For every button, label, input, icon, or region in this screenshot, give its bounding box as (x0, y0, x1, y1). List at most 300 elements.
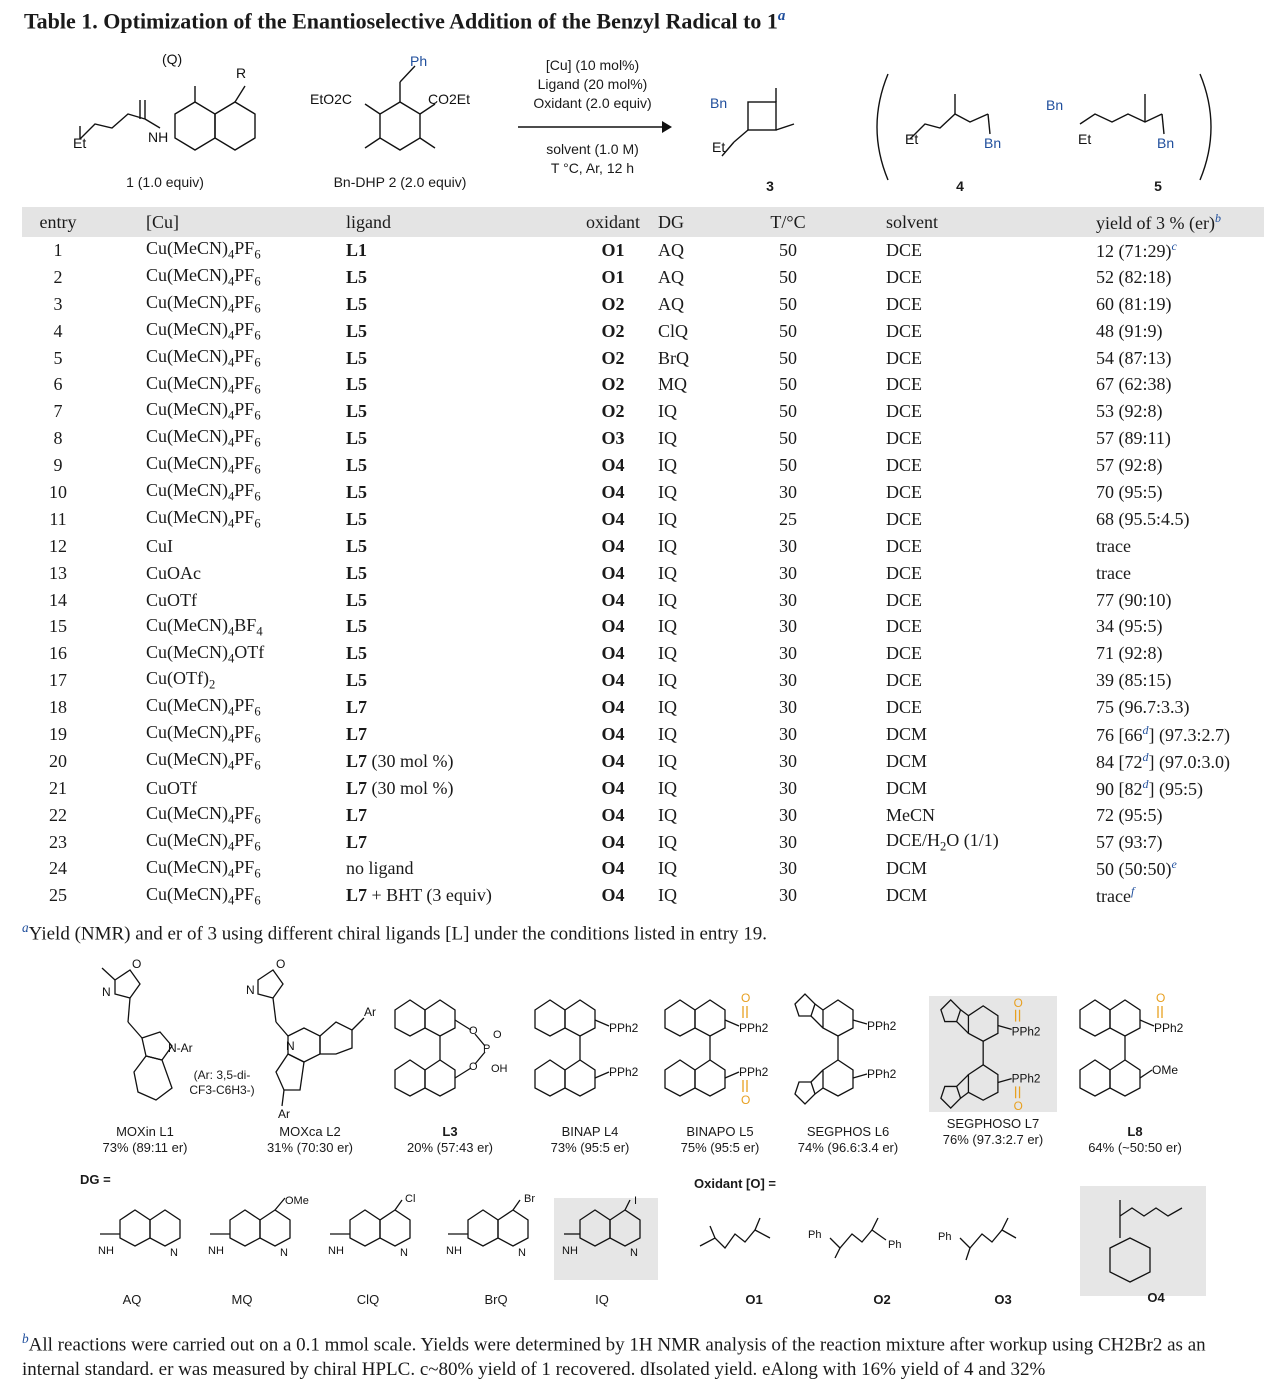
dg-aq-structure (100, 1210, 180, 1246)
cell-oxidant: O4 (601, 750, 625, 771)
cell-solvent: DCE (886, 643, 922, 664)
cell-temperature: 30 (779, 562, 797, 583)
cell-dg: IQ (658, 643, 677, 664)
oxidant-label-o1: O1 (745, 1292, 763, 1307)
cell-cu: $Cu(MeCN)_4PF_6$ (146, 318, 261, 343)
cell-dg: IQ (658, 777, 677, 798)
svg-text:N: N (518, 1247, 526, 1259)
substrate-nh-label: NH (148, 129, 169, 145)
ligand-l8 (1070, 990, 1200, 1156)
cell-solvent: DCE (886, 455, 922, 476)
substrate-q-label: (Q) (162, 51, 183, 67)
svg-text:N: N (170, 1247, 178, 1259)
svg-text:I: I (634, 1195, 638, 1207)
cell-ligand: L5 (346, 670, 368, 691)
cell-ligand: L7 (346, 831, 368, 852)
cell-oxidant: O1 (601, 266, 625, 287)
table-row (22, 533, 1264, 560)
cell-ligand: L5 (346, 374, 368, 395)
cell-solvent: MeCN (886, 804, 935, 825)
cell-oxidant: O2 (601, 401, 625, 422)
cell-cu: $Cu(MeCN)_4PF_6$ (146, 883, 261, 908)
ligand-l7-pph2-1: PPh2 (1011, 1025, 1041, 1039)
reagent-ph-label: Ph (410, 53, 428, 69)
ligand-l3-result: 20% (57:43 er) (407, 1140, 493, 1155)
ligand-l4-result: 73% (95:5 er) (550, 1140, 630, 1155)
cell-yield: 90 [82$^d$] (95:5) (1096, 776, 1203, 799)
cell-dg: IQ (658, 535, 677, 556)
cell-ligand: L5 (346, 562, 368, 583)
ligand-ar-note: (Ar: 3,5-di-CF3-C6H3-) (189, 1068, 255, 1097)
header-yield (1096, 207, 1264, 237)
cell-ligand: L5 (346, 643, 368, 664)
substrate-r-label: R (236, 65, 247, 81)
cell-entry: 21 (49, 777, 67, 798)
cell-dg: IQ (658, 723, 677, 744)
ligand-l5-structure (655, 990, 785, 1120)
cell-solvent: DCE (886, 320, 922, 341)
ligand-l7-pph2-2: PPh2 (1011, 1072, 1041, 1086)
ligand-l8-name: L8 (1127, 1124, 1143, 1139)
ligand-l1 (70, 950, 220, 1156)
svg-text:NH: NH (562, 1245, 578, 1257)
cell-cu: $Cu(MeCN)_4PF_6$ (146, 238, 261, 262)
table-row (22, 371, 1264, 398)
cell-cu: $Cu(MeCN)_4PF_6$ (146, 507, 261, 531)
ligand-l7-name: SEGPHOSO L7 (946, 1116, 1040, 1131)
svg-text:Ph: Ph (808, 1229, 822, 1241)
cell-yield: 34 (95:5) (1096, 616, 1163, 637)
cell-ligand: no ligand (346, 858, 414, 879)
product-5-label: 5 (1154, 178, 1162, 194)
cell-solvent: DCE (886, 616, 922, 637)
dg-iq-highlight (554, 1198, 658, 1280)
cell-solvent: DCE (886, 293, 922, 314)
cell-dg: BrQ (658, 347, 689, 368)
footnote-b-text: All reactions were carried out on a 0.1 mmol scale. Yields were determined by 1H NMR analysis of the reaction mixture after workup using CH2Br2 as an internal standard. er was measured by chiral HPLC. c~80% yield of 1 recovered. dIsolated yield. eAlong with 16% yield of 4 and 32% (22, 1334, 1206, 1381)
dg-structures (80, 1190, 660, 1280)
svg-text:O: O (741, 991, 751, 1005)
cell-ligand: L5 (346, 401, 368, 422)
ligand-l4-name: BINAP L4 (561, 1124, 619, 1139)
cell-oxidant: O4 (601, 455, 625, 476)
cell-cu: CuOTf (146, 777, 197, 798)
cell-oxidant: O4 (601, 697, 625, 718)
cell-entry: 10 (49, 481, 67, 502)
condition-solvent: solvent (1.0 M) (546, 141, 639, 157)
cell-entry: 17 (49, 670, 67, 691)
cell-entry: 24 (49, 858, 67, 879)
header-yield-text: yield of 3 % (er) (1096, 212, 1215, 233)
cell-ligand: L5 (346, 266, 368, 287)
cell-yield: 48 (91:9) (1096, 320, 1163, 341)
cell-temperature: 50 (779, 428, 797, 449)
cell-oxidant: O4 (601, 535, 625, 556)
ligand-l7 (928, 996, 1058, 1148)
svg-text:O: O (132, 957, 142, 971)
cell-temperature: 30 (779, 535, 797, 556)
cell-cu: $Cu(OTf)_2$ (146, 668, 216, 692)
dg-mq-structure (210, 1198, 290, 1246)
cell-yield: 68 (95.5:4.5) (1096, 508, 1190, 529)
cell-oxidant: O2 (601, 374, 625, 395)
cell-cu: $Cu(MeCN)_4BF_4$ (146, 614, 263, 639)
cell-solvent: DCM (886, 885, 928, 906)
cell-solvent: DCE/$H_2O$ (1/1) (886, 829, 999, 854)
cell-cu: $Cu(MeCN)_4PF_6$ (146, 345, 261, 370)
cell-entry: 6 (53, 374, 63, 395)
cell-entry: 23 (49, 831, 67, 852)
svg-text:O: O (493, 1029, 502, 1041)
table-row (22, 855, 1264, 882)
cell-ligand: L5 (346, 320, 368, 341)
table-body (22, 237, 1264, 909)
condition-cu: [Cu] (10 mol%) (545, 57, 640, 73)
substrate-et-label: Et (73, 135, 87, 151)
cell-temperature: 30 (779, 697, 797, 718)
cell-yield: 12 (71:29)$^c$ (1096, 238, 1177, 261)
cell-temperature: 30 (779, 670, 797, 691)
ligand-l2-structure (240, 950, 380, 1120)
cell-dg: IQ (658, 885, 677, 906)
cell-solvent: DCM (886, 750, 928, 771)
cell-dg: IQ (658, 455, 677, 476)
cell-ligand: L5 (346, 293, 368, 314)
cell-yield: 71 (92:8) (1096, 643, 1163, 664)
cell-cu: $Cu(MeCN)_4PF_6$ (146, 265, 261, 289)
cell-cu: $Cu(MeCN)_4PF_6$ (146, 426, 261, 450)
ligand-l8-pph2: PPh2 (1154, 1021, 1184, 1035)
oxidant-o3-structure (960, 1218, 1016, 1260)
cell-yield: trace$^f$ (1096, 884, 1135, 907)
svg-text:NH: NH (98, 1245, 114, 1257)
ligand-panel (0, 950, 1280, 1307)
cell-ligand: L5 (346, 535, 368, 556)
cell-dg: AQ (658, 266, 684, 287)
reagent-label: Bn-DHP 2 (2.0 equiv) (333, 174, 467, 190)
table-row (22, 802, 1264, 829)
cell-dg: IQ (658, 481, 677, 502)
svg-text:O: O (741, 1093, 751, 1107)
ligand-l8-structure (1070, 990, 1200, 1120)
cell-yield: 75 (96.7:3.3) (1096, 697, 1190, 718)
cell-ligand: L5 (346, 589, 368, 610)
cell-yield: 76 [66$^d$] (97.3:2.7) (1096, 722, 1230, 745)
cell-solvent: DCE (886, 697, 922, 718)
oxidant-heading: Oxidant [O] = (694, 1176, 776, 1191)
oxidant-o2-structure (830, 1218, 886, 1258)
cell-yield: 57 (89:11) (1096, 428, 1171, 449)
svg-text:Ph: Ph (888, 1239, 902, 1251)
cell-yield: 72 (95:5) (1096, 804, 1163, 825)
svg-text:N: N (246, 983, 255, 997)
cell-yield: 54 (87:13) (1096, 347, 1172, 368)
dg-heading: DG = (80, 1172, 111, 1187)
reagent-ester2-label: CO2Et (428, 91, 471, 107)
table-row (22, 694, 1264, 721)
cell-ligand: L7 + BHT (3 equiv) (346, 885, 492, 906)
cell-temperature: 25 (779, 508, 797, 529)
footnote-a: $^a$Yield (NMR) and er of 3 using different chiral ligands [L] under the conditions listed in entry 19. (22, 920, 768, 945)
cell-oxidant: O3 (601, 428, 625, 449)
cell-ligand: L5 (346, 455, 368, 476)
cell-dg: IQ (658, 670, 677, 691)
ligand-l3-structure (385, 990, 515, 1120)
table-row (22, 452, 1264, 479)
cell-dg: IQ (658, 508, 677, 529)
cell-oxidant: O4 (601, 481, 625, 502)
dg-label-mq: MQ (231, 1292, 253, 1307)
ligand-l2-result: 31% (70:30 er) (267, 1140, 353, 1155)
ligand-l4-pph2-2: PPh2 (609, 1065, 639, 1079)
cell-ligand: L1 (346, 239, 368, 260)
cell-entry: 19 (49, 723, 67, 744)
product-3-label: 3 (766, 178, 774, 194)
cell-yield: trace (1096, 562, 1131, 583)
cell-dg: IQ (658, 589, 677, 610)
table-row (22, 667, 1264, 694)
cell-entry: 13 (49, 562, 67, 583)
cell-oxidant: O4 (601, 777, 625, 798)
cell-solvent: DCM (886, 858, 928, 879)
table-row (22, 425, 1264, 452)
table-row (22, 479, 1264, 506)
svg-text:O: O (1013, 996, 1023, 1010)
cell-solvent: DCE (886, 508, 922, 529)
cell-cu: CuOAc (146, 562, 201, 583)
svg-text:Cl: Cl (405, 1193, 416, 1205)
cell-cu: $Cu(MeCN)_4PF_6$ (146, 480, 261, 504)
cell-entry: 2 (53, 266, 63, 287)
ligand-l4 (525, 990, 655, 1156)
cell-entry: 25 (49, 885, 67, 906)
cell-yield: 53 (92:8) (1096, 401, 1163, 422)
cell-dg: IQ (658, 697, 677, 718)
dg-brq-structure (448, 1200, 528, 1246)
cell-yield: 39 (85:15) (1096, 670, 1172, 691)
table-row (22, 640, 1264, 667)
ligand-l1-nar: N-Ar (168, 1041, 193, 1055)
cell-cu: $Cu(MeCN)_4PF_6$ (146, 372, 261, 397)
ligand-l2-name: MOXca L2 (279, 1124, 341, 1139)
ligand-l4-structure (525, 990, 655, 1120)
cell-entry: 3 (53, 293, 63, 314)
cell-oxidant: O2 (601, 293, 625, 314)
footnote-b: $^b$All reactions were carried out on a 0.1 mmol scale. Yields were determined by 1H NMR analysis of the reaction mixture after workup using CH2Br2 as an internal standard. er was measured by chiral HPLC. c~80% yield of 1 recovered. dIsolated yield. eAlong with 16% yield of 4 and 32% (22, 1331, 1206, 1381)
cell-temperature: 30 (779, 777, 797, 798)
cell-temperature: 30 (779, 858, 797, 879)
ligand-l7-structure (929, 996, 1057, 1112)
cell-oxidant: O4 (601, 643, 625, 664)
cell-ligand: L5 (346, 347, 368, 368)
cell-entry: 15 (49, 616, 67, 637)
cell-ligand: L7 (30 mol %) (346, 777, 454, 798)
cell-solvent: DCE (886, 239, 922, 260)
cell-entry: 4 (53, 320, 63, 341)
oxidant-label-o4: O4 (1147, 1290, 1165, 1305)
reaction-scheme (0, 44, 1280, 204)
ligand-l6-name: SEGPHOS L6 (806, 1124, 890, 1139)
cell-solvent: DCE (886, 428, 922, 449)
cell-solvent: DCE (886, 670, 922, 691)
table-header-row (22, 207, 1264, 237)
cell-entry: 11 (49, 508, 67, 529)
cell-oxidant: O4 (601, 589, 625, 610)
cell-entry: 8 (53, 428, 63, 449)
svg-text:N: N (102, 985, 111, 999)
dg-label-iq: IQ (595, 1292, 609, 1307)
header-solvent: solvent (828, 207, 1096, 237)
cell-cu: $Cu(MeCN)_4PF_6$ (146, 829, 261, 854)
dg-label-aq: AQ (122, 1292, 142, 1307)
header-dg: DG (658, 207, 748, 237)
svg-text:O: O (276, 957, 286, 971)
header-entry: entry (22, 207, 94, 237)
ligand-l6-pph2-1: PPh2 (867, 1019, 897, 1033)
product5-et-label: Et (1078, 131, 1092, 147)
title-footnote-mark: a (777, 8, 786, 24)
cell-oxidant: O4 (601, 508, 625, 529)
cell-cu: $Cu(MeCN)_4PF_6$ (146, 722, 261, 746)
cell-yield: 57 (92:8) (1096, 455, 1163, 476)
cell-oxidant: O4 (601, 804, 625, 825)
svg-text:OMe: OMe (285, 1195, 309, 1207)
cell-cu: $Cu(MeCN)_4PF_6$ (146, 695, 261, 719)
table-row (22, 318, 1264, 345)
cell-ligand: L7 (346, 723, 368, 744)
cell-dg: AQ (658, 239, 684, 260)
svg-text:O: O (1013, 1100, 1023, 1112)
dg-clq-structure (330, 1200, 410, 1246)
cell-oxidant: O4 (601, 562, 625, 583)
header-oxidant: oxidant (568, 207, 658, 237)
table-row (22, 291, 1264, 318)
ligand-l1-result: 73% (89:11 er) (102, 1140, 188, 1155)
cell-yield: 67 (62:38) (1096, 374, 1172, 395)
cell-yield: 52 (82:18) (1096, 266, 1172, 287)
dg-label-brq: BrQ (484, 1292, 508, 1307)
cell-ligand: L5 (346, 428, 368, 449)
cell-entry: 9 (53, 455, 63, 476)
cell-cu: $Cu(MeCN)_4PF_6$ (146, 453, 261, 477)
ligand-l8-ome: OMe (1152, 1063, 1179, 1077)
cell-cu: $Cu(MeCN)_4PF_6$ (146, 749, 261, 773)
cell-temperature: 30 (779, 589, 797, 610)
cell-dg: IQ (658, 428, 677, 449)
ligand-l7-result: 76% (97.3:2.7 er) (942, 1132, 1044, 1147)
cell-oxidant: O4 (601, 723, 625, 744)
oxidant-o4-highlight (1080, 1186, 1206, 1296)
ligand-l2-ar1: Ar (364, 1005, 376, 1019)
optimization-table (22, 207, 1264, 909)
table-row (22, 398, 1264, 425)
ligand-l5-result: 75% (95:5 er) (680, 1140, 760, 1155)
cell-ligand: L5 (346, 508, 368, 529)
header-cu: [Cu] (94, 207, 346, 237)
table-title-text: Table 1. Optimization of the Enantioselective Addition of the Benzyl Radical to 1 (24, 8, 778, 34)
ligand-l5-pph2-2: PPh2 (739, 1065, 769, 1079)
cell-dg: IQ (658, 562, 677, 583)
cell-temperature: 50 (779, 266, 797, 287)
svg-text:N: N (286, 1039, 295, 1053)
cell-cu: $Cu(MeCN)_4PF_6$ (146, 291, 261, 316)
cell-temperature: 30 (779, 885, 797, 906)
cell-dg: IQ (658, 750, 677, 771)
cell-temperature: 30 (779, 831, 797, 852)
ligand-l6-result: 74% (96.6:3.4 er) (797, 1140, 899, 1155)
cell-cu: $Cu(MeCN)_4PF_6$ (146, 802, 261, 827)
ligand-l2 (235, 950, 385, 1156)
table-row (22, 829, 1264, 856)
ligand-l3-name: L3 (442, 1124, 458, 1139)
product4-et-label: Et (905, 131, 919, 147)
cell-entry: 20 (49, 750, 67, 771)
reagent-ester1-label: EtO2C (310, 91, 353, 107)
svg-text:Br: Br (524, 1193, 535, 1205)
cell-entry: 12 (49, 535, 67, 556)
ligand-l5-name: BINAPO L5 (686, 1124, 754, 1139)
cell-cu: $Cu(MeCN)_4OTf$ (146, 641, 265, 666)
cell-entry: 16 (49, 643, 67, 664)
cell-temperature: 50 (779, 320, 797, 341)
cell-cu: CuI (146, 535, 173, 556)
ligand-l3 (385, 990, 515, 1156)
table-row (22, 237, 1264, 264)
cell-temperature: 30 (779, 723, 797, 744)
svg-text:O: O (469, 1025, 478, 1037)
cell-ligand: L5 (346, 616, 368, 637)
cell-dg: ClQ (658, 320, 689, 341)
oxidant-o1-structure (700, 1218, 770, 1248)
cell-ligand: L7 (346, 804, 368, 825)
table-row (22, 721, 1264, 748)
svg-text:N: N (630, 1247, 638, 1259)
cell-oxidant: O1 (601, 239, 625, 260)
cell-oxidant: O2 (601, 347, 625, 368)
cell-entry: 14 (49, 589, 67, 610)
cell-temperature: 50 (779, 401, 797, 422)
ligand-l6-pph2-2: PPh2 (867, 1067, 897, 1081)
ligand-l4-pph2-1: PPh2 (609, 1021, 639, 1035)
ligand-l6-structure (783, 990, 913, 1120)
table-row (22, 587, 1264, 614)
svg-text:O: O (469, 1061, 478, 1073)
cell-oxidant: O2 (601, 320, 625, 341)
cell-oxidant: O4 (601, 670, 625, 691)
cell-dg: IQ (658, 401, 677, 422)
oxidant-label-o2: O2 (873, 1292, 891, 1307)
cell-ligand: L5 (346, 481, 368, 502)
ligand-l3-oh: OH (491, 1063, 508, 1075)
cell-dg: MQ (658, 374, 688, 395)
table-row (22, 560, 1264, 587)
cell-dg: IQ (658, 831, 677, 852)
product3-et-label: Et (712, 139, 726, 155)
cell-solvent: DCE (886, 589, 922, 610)
cell-temperature: 30 (779, 750, 797, 771)
substrate-label: 1 (1.0 equiv) (126, 174, 204, 190)
table-row (22, 506, 1264, 533)
svg-text:NH: NH (446, 1245, 462, 1257)
table-row (22, 613, 1264, 640)
cell-oxidant: O4 (601, 858, 625, 879)
cell-dg: IQ (658, 804, 677, 825)
table-row (22, 775, 1264, 802)
table-row (22, 882, 1264, 909)
cell-solvent: DCE (886, 481, 922, 502)
product3-bn-label: Bn (710, 95, 728, 111)
table-title (24, 8, 785, 34)
